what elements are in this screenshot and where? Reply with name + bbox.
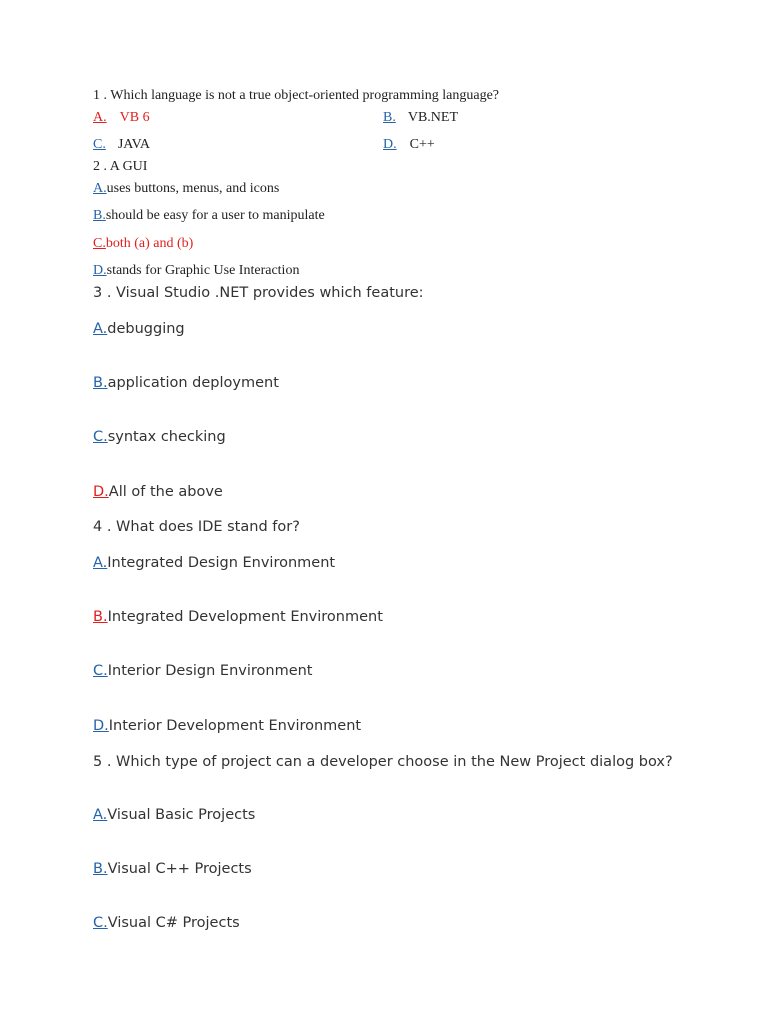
q4-option-c	[93, 663, 313, 679]
q3-option-b	[93, 375, 279, 391]
q4-option-a	[93, 555, 335, 571]
q4-option-a-letter[interactable]: A.	[93, 555, 108, 571]
q1-option-a-text: VB 6	[119, 110, 150, 125]
q5-option-c-letter[interactable]: C.	[93, 915, 108, 931]
q4-option-b-letter[interactable]: B.	[93, 609, 108, 625]
q4-option-b	[93, 609, 383, 625]
q3-option-c-letter[interactable]: C.	[93, 429, 108, 445]
q1-option-b-text: VB.NET	[407, 110, 459, 125]
question-5	[93, 754, 693, 771]
q3-option-d-text: All of the above	[108, 484, 223, 500]
q2-option-b	[93, 208, 325, 224]
q2-option-c-letter[interactable]: C.	[93, 236, 106, 251]
q3-option-c-text: syntax checking	[107, 429, 226, 445]
q4-option-d	[93, 718, 361, 734]
q2-option-b-text: should be easy for a user to manipulate	[105, 208, 325, 223]
q1-option-b-letter[interactable]: B.	[383, 110, 396, 125]
q5-option-a-letter[interactable]: A.	[93, 807, 108, 823]
q1-option-d-text: C++	[409, 137, 435, 152]
question-3	[93, 285, 424, 301]
q2-option-c-text: both (a) and (b)	[105, 236, 194, 251]
q2-option-d	[93, 263, 299, 279]
q5-option-a-text: Visual Basic Projects	[107, 807, 256, 823]
q4-option-d-letter[interactable]: D.	[93, 718, 109, 734]
question-4-text: 4 . What does IDE stand for?	[93, 519, 300, 535]
q4-option-d-text: Interior Development Environment	[108, 718, 362, 734]
question-1	[93, 88, 499, 104]
q2-option-c	[93, 236, 193, 252]
q1-option-a-letter[interactable]: A.	[93, 110, 107, 125]
q3-option-c	[93, 429, 226, 445]
q1-option-c	[93, 137, 150, 153]
q3-option-a-text: debugging	[107, 321, 185, 337]
q5-option-b	[93, 861, 252, 877]
q5-option-a	[93, 807, 255, 823]
q3-option-b-text: application deployment	[107, 375, 279, 391]
q5-option-b-text: Visual C++ Projects	[107, 861, 252, 877]
q1-option-d	[383, 137, 435, 153]
q2-option-a	[93, 181, 279, 197]
q3-option-a-letter[interactable]: A.	[93, 321, 108, 337]
q3-option-d-letter[interactable]: D.	[93, 484, 109, 500]
q5-option-b-letter[interactable]: B.	[93, 861, 108, 877]
question-1-text: 1 . Which language is not a true object-oriented programming language?	[93, 88, 499, 103]
q4-option-b-text: Integrated Development Environment	[107, 609, 383, 625]
question-2	[93, 159, 147, 175]
q1-option-a	[93, 110, 150, 126]
question-4	[93, 519, 300, 535]
q3-option-b-letter[interactable]: B.	[93, 375, 108, 391]
q2-option-d-text: stands for Graphic Use Interaction	[106, 263, 300, 278]
q1-option-c-letter[interactable]: C.	[93, 137, 106, 152]
q3-option-a	[93, 321, 185, 337]
q3-option-d	[93, 484, 223, 500]
question-2-text: 2 . A GUI	[93, 159, 148, 174]
question-5-text: 5 . Which type of project can a developer choose in the New Project dialog box?	[93, 754, 673, 770]
q4-option-c-letter[interactable]: C.	[93, 663, 108, 679]
q2-option-a-text: uses buttons, menus, and icons	[106, 181, 280, 196]
question-3-text: 3 . Visual Studio .NET provides which feature:	[93, 285, 424, 301]
q4-option-a-text: Integrated Design Environment	[107, 555, 336, 571]
q2-option-b-letter[interactable]: B.	[93, 208, 106, 223]
q2-option-d-letter[interactable]: D.	[93, 263, 107, 278]
q2-option-a-letter[interactable]: A.	[93, 181, 107, 196]
q1-option-d-letter[interactable]: D.	[383, 137, 397, 152]
q1-option-c-text: JAVA	[117, 137, 151, 152]
q5-option-c	[93, 915, 240, 931]
q1-option-b	[383, 110, 458, 126]
q4-option-c-text: Interior Design Environment	[107, 663, 313, 679]
q5-option-c-text: Visual C# Projects	[107, 915, 240, 931]
